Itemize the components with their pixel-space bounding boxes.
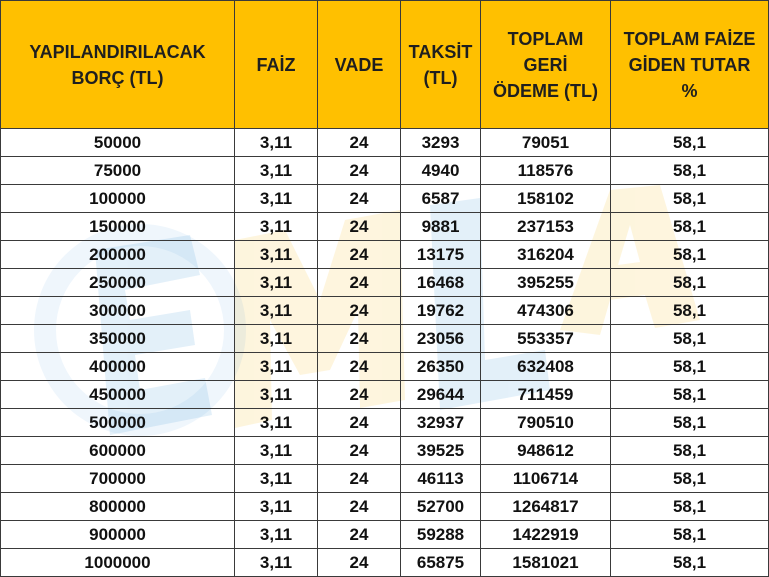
- cell-installment: 4940: [401, 157, 481, 185]
- header-term: VADE: [318, 1, 401, 129]
- table-row: [1, 409, 769, 437]
- table-header-row: [1, 1, 769, 129]
- cell-interest: 3,11: [235, 241, 318, 269]
- cell-installment: 3293: [401, 129, 481, 157]
- cell-term: 24: [318, 157, 401, 185]
- cell-installment: 16468: [401, 269, 481, 297]
- cell-debt: 800000: [1, 493, 235, 521]
- cell-debt: 250000: [1, 269, 235, 297]
- cell-term: 24: [318, 269, 401, 297]
- cell-interest: 3,11: [235, 157, 318, 185]
- cell-interest: 3,11: [235, 353, 318, 381]
- cell-installment: 13175: [401, 241, 481, 269]
- cell-total: 790510: [481, 409, 611, 437]
- cell-percent: 58,1: [611, 353, 769, 381]
- cell-total: 316204: [481, 241, 611, 269]
- cell-debt: 700000: [1, 465, 235, 493]
- cell-percent: 58,1: [611, 409, 769, 437]
- cell-term: 24: [318, 185, 401, 213]
- cell-interest: 3,11: [235, 297, 318, 325]
- table-row: [1, 185, 769, 213]
- header-interest-rate: FAİZ: [235, 1, 318, 129]
- cell-term: 24: [318, 465, 401, 493]
- cell-interest: 3,11: [235, 213, 318, 241]
- cell-debt: 50000: [1, 129, 235, 157]
- cell-percent: 58,1: [611, 437, 769, 465]
- cell-installment: 65875: [401, 549, 481, 577]
- cell-total: 118576: [481, 157, 611, 185]
- header-debt-amount: YAPILANDIRILACAK BORÇ (TL): [1, 1, 235, 129]
- cell-total: 474306: [481, 297, 611, 325]
- cell-installment: 23056: [401, 325, 481, 353]
- cell-debt: 200000: [1, 241, 235, 269]
- cell-debt: 1000000: [1, 549, 235, 577]
- cell-debt: 100000: [1, 185, 235, 213]
- table-row: [1, 213, 769, 241]
- cell-term: 24: [318, 129, 401, 157]
- cell-percent: 58,1: [611, 269, 769, 297]
- cell-percent: 58,1: [611, 297, 769, 325]
- cell-total: 948612: [481, 437, 611, 465]
- cell-term: 24: [318, 409, 401, 437]
- cell-installment: 19762: [401, 297, 481, 325]
- cell-debt: 150000: [1, 213, 235, 241]
- cell-percent: 58,1: [611, 241, 769, 269]
- cell-interest: 3,11: [235, 549, 318, 577]
- cell-installment: 52700: [401, 493, 481, 521]
- cell-percent: 58,1: [611, 521, 769, 549]
- cell-term: 24: [318, 437, 401, 465]
- cell-percent: 58,1: [611, 185, 769, 213]
- cell-debt: 400000: [1, 353, 235, 381]
- cell-term: 24: [318, 493, 401, 521]
- cell-term: 24: [318, 213, 401, 241]
- cell-installment: 6587: [401, 185, 481, 213]
- cell-debt: 350000: [1, 325, 235, 353]
- cell-percent: 58,1: [611, 381, 769, 409]
- cell-installment: 9881: [401, 213, 481, 241]
- cell-interest: 3,11: [235, 269, 318, 297]
- cell-total: 1581021: [481, 549, 611, 577]
- cell-interest: 3,11: [235, 521, 318, 549]
- cell-installment: 59288: [401, 521, 481, 549]
- cell-interest: 3,11: [235, 409, 318, 437]
- cell-debt: 300000: [1, 297, 235, 325]
- cell-interest: 3,11: [235, 437, 318, 465]
- cell-percent: 58,1: [611, 549, 769, 577]
- table-row: [1, 521, 769, 549]
- table-row: [1, 381, 769, 409]
- table-row: [1, 437, 769, 465]
- cell-total: 1106714: [481, 465, 611, 493]
- cell-interest: 3,11: [235, 129, 318, 157]
- cell-installment: 32937: [401, 409, 481, 437]
- table-row: [1, 129, 769, 157]
- table-row: [1, 269, 769, 297]
- cell-total: 237153: [481, 213, 611, 241]
- table-row: [1, 325, 769, 353]
- cell-debt: 500000: [1, 409, 235, 437]
- cell-total: 1264817: [481, 493, 611, 521]
- table-row: [1, 353, 769, 381]
- cell-term: 24: [318, 521, 401, 549]
- cell-term: 24: [318, 325, 401, 353]
- cell-percent: 58,1: [611, 129, 769, 157]
- cell-debt: 75000: [1, 157, 235, 185]
- cell-installment: 39525: [401, 437, 481, 465]
- cell-interest: 3,11: [235, 493, 318, 521]
- cell-total: 711459: [481, 381, 611, 409]
- table-row: [1, 493, 769, 521]
- cell-installment: 29644: [401, 381, 481, 409]
- cell-total: 395255: [481, 269, 611, 297]
- table-row: [1, 297, 769, 325]
- cell-installment: 26350: [401, 353, 481, 381]
- cell-term: 24: [318, 549, 401, 577]
- header-installment: TAKSİT (TL): [401, 1, 481, 129]
- cell-percent: 58,1: [611, 157, 769, 185]
- cell-debt: 600000: [1, 437, 235, 465]
- table-row: [1, 241, 769, 269]
- cell-total: 1422919: [481, 521, 611, 549]
- header-total-repayment: TOPLAM GERİ ÖDEME (TL): [481, 1, 611, 129]
- cell-percent: 58,1: [611, 493, 769, 521]
- header-interest-share: TOPLAM FAİZE GİDEN TUTAR %: [611, 1, 769, 129]
- cell-interest: 3,11: [235, 185, 318, 213]
- cell-term: 24: [318, 297, 401, 325]
- table-row: [1, 157, 769, 185]
- cell-debt: 450000: [1, 381, 235, 409]
- cell-debt: 900000: [1, 521, 235, 549]
- cell-interest: 3,11: [235, 325, 318, 353]
- cell-total: 158102: [481, 185, 611, 213]
- cell-term: 24: [318, 353, 401, 381]
- cell-interest: 3,11: [235, 465, 318, 493]
- cell-term: 24: [318, 241, 401, 269]
- cell-total: 632408: [481, 353, 611, 381]
- cell-installment: 46113: [401, 465, 481, 493]
- cell-total: 553357: [481, 325, 611, 353]
- cell-percent: 58,1: [611, 465, 769, 493]
- cell-percent: 58,1: [611, 213, 769, 241]
- cell-percent: 58,1: [611, 325, 769, 353]
- table-row: [1, 465, 769, 493]
- cell-interest: 3,11: [235, 381, 318, 409]
- cell-total: 79051: [481, 129, 611, 157]
- cell-term: 24: [318, 381, 401, 409]
